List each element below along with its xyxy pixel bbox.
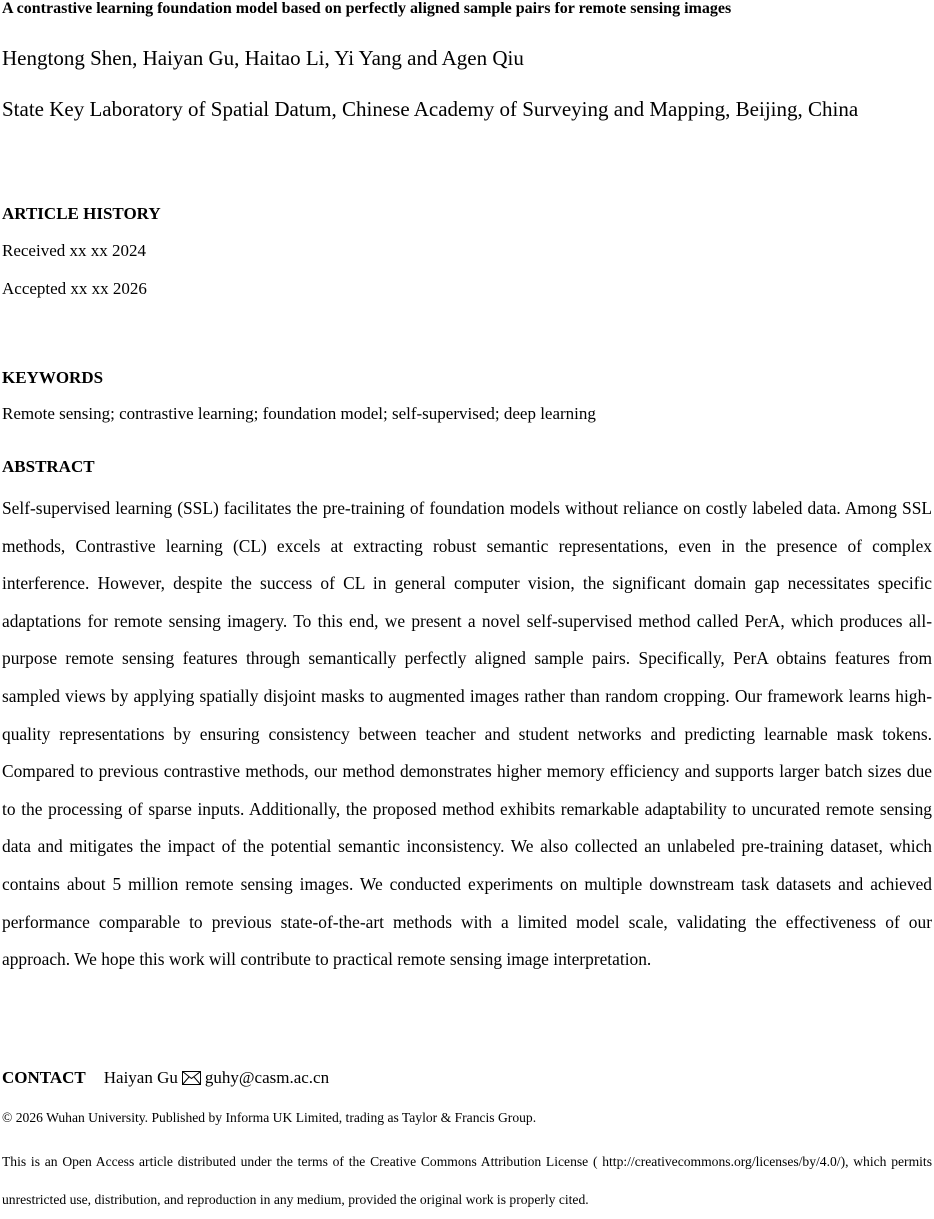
copyright-notice: © 2026 Wuhan University. Published by Informa UK Limited, trading as Taylor & Francis Group. — [2, 1110, 537, 1125]
contact-email[interactable]: guhy@casm.ac.cn — [204, 1068, 330, 1087]
keywords-text: Remote sensing; contrastive learning; foundation model; self-supervised; deep learning — [2, 404, 596, 423]
abstract-heading: ABSTRACT — [2, 457, 95, 476]
author-list: Hengtong Shen, Haiyan Gu, Haitao Li, Yi Yang and Agen Qiu — [2, 46, 524, 70]
mail-icon — [182, 1070, 201, 1090]
paper-title: A contrastive learning foundation model based on perfectly aligned sample pairs for remote sensing images — [2, 0, 732, 17]
keywords-heading: KEYWORDS — [2, 368, 104, 387]
license-notice: This is an Open Access article distributed under the terms of the Creative Commons Attribution License ( http://creativecommons.org/licenses/by/4.0/), which permits unrestricted use, distribution, and reproduction in any medium, provided the original work is properly cited. — [2, 1154, 932, 1207]
accepted-date: Accepted xx xx 2026 — [2, 279, 147, 298]
abstract-text: Self-supervised learning (SSL) facilitates the pre-training of foundation models without reliance on costly labeled data. Among SSL methods, Contrastive learning (CL) excels at extracting robust semantic representations, even in the presence of complex interference. However, despite the success of CL in general computer vision, the significant domain gap necessitates specific adaptations for remote sensing imagery. To this end, we present a novel self-supervised method called PerA, which produces all-purpose remote sensing features through semantically perfectly aligned sample pairs. Specifically, PerA obtains features from sampled views by applying spatially disjoint masks to augmented images rather than random cropping. Our framework learns high-quality representations by ensuring consistency between teacher and student networks and predicting learnable mask tokens. Compared to previous contrastive methods, our method demonstrates higher memory efficiency and supports larger batch sizes due to the processing of sparse inputs. Additionally, the proposed method exhibits remarkable adaptability to uncurated remote sensing data and mitigates the impact of the potential semantic inconsistency. We also collected an unlabeled pre-training dataset, which contains about 5 million remote sensing images. We conducted experiments on multiple downstream task datasets and achieved performance comparable to previous state-of-the-art methods with a limited model scale, validating the effectiveness of our approach. We hope this work will contribute to practical remote sensing image interpretation. — [2, 498, 932, 970]
contact-line — [2, 1068, 329, 1090]
article-history-heading: ARTICLE HISTORY — [2, 204, 161, 223]
received-date: Received xx xx 2024 — [2, 241, 146, 260]
affiliation: State Key Laboratory of Spatial Datum, Chinese Academy of Surveying and Mapping, Beijing, China — [2, 97, 859, 121]
contact-name: Haiyan Gu — [103, 1068, 178, 1087]
contact-label: CONTACT — [2, 1068, 86, 1087]
